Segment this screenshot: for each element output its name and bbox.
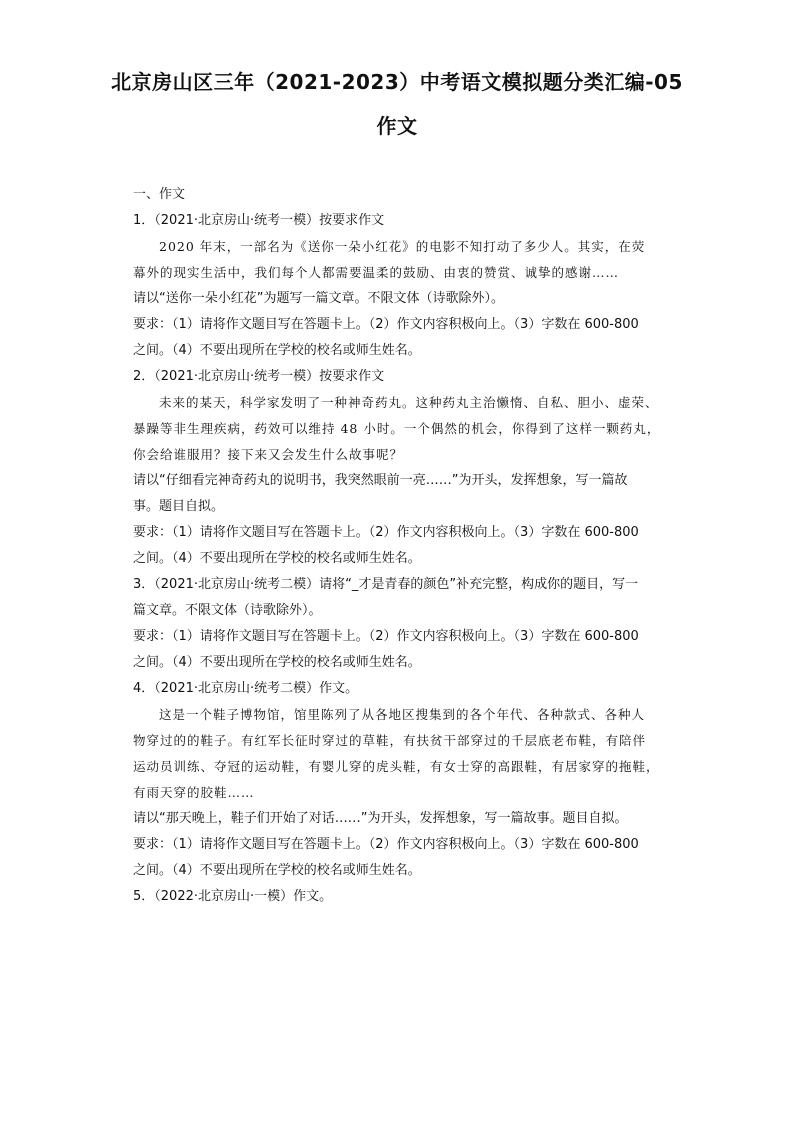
question-4-heading: 4．（2021·北京房山·统考二模）作文。 (133, 681, 359, 696)
question-1-requirements: 要求：（1）请将作文题目写在答题卡上。（2）作文内容积极向上。（3）字数在 600-800 (133, 317, 639, 332)
question-1-material-line: 2020 年末，一部名为《送你一朵小红花》的电影不知打动了多少人。其实，在荧 (159, 239, 646, 254)
question-1-requirements-cont: 之间。（4）不要出现所在学校的校名或师生姓名。 (133, 343, 421, 358)
question-3-heading: 3．（2021·北京房山·统考二模）请将“_才是青春的颜色”补充完整，构成你的题目，写一 (133, 577, 639, 592)
question-2-material-line: 你会给谁服用？接下来又会发生什么故事呢？ (133, 447, 404, 462)
question-5-heading: 5．（2022·北京房山·一模）作文。 (133, 889, 333, 904)
question-2-material-line: 未来的某天，科学家发明了一种神奇药丸。这种药丸主治懒惰、自私、胆小、虚荣、 (159, 395, 659, 410)
section-heading: 一、作文 (133, 187, 186, 202)
question-2-requirements: 要求：（1）请将作文题目写在答题卡上。（2）作文内容积极向上。（3）字数在 600-800 (133, 525, 639, 540)
question-3-requirements-cont: 之间。（4）不要出现所在学校的校名或师生姓名。 (133, 655, 421, 670)
question-1-material-line: 幕外的现实生活中，我们每个人都需要温柔的鼓励、由衷的赞赏、诚挚的感谢…… (133, 265, 620, 280)
document-title: 北京房山区三年（2021-2023）中考语文模拟题分类汇编-05 (111, 70, 683, 94)
question-4-material-line: 运动员训练、夺冠的运动鞋，有婴儿穿的虎头鞋，有女士穿的高跟鞋，有居家穿的拖鞋， (133, 759, 660, 774)
document-subtitle: 作文 (376, 114, 418, 138)
question-1-prompt: 请以“送你一朵小红花”为题写一篇文章。不限文体（诗歌除外）。 (133, 291, 504, 306)
question-2-heading: 2．（2021·北京房山·统考一模）按要求作文 (133, 369, 385, 384)
question-2-material-line: 暴躁等非生理疾病，药效可以维持 48 小时。一个偶然的机会，你得到了这样一颗药丸， (133, 421, 661, 436)
question-4-prompt: 请以“那天晚上，鞋子们开始了对话……”为开头，发挥想象，写一篇故事。题目自拟。 (133, 811, 628, 826)
question-4-material-line: 有雨天穿的胶鞋…… (133, 785, 255, 800)
document-body (133, 182, 663, 910)
question-2-requirements-cont: 之间。（4）不要出现所在学校的校名或师生姓名。 (133, 551, 421, 566)
question-4-requirements-cont: 之间。（4）不要出现所在学校的校名或师生姓名。 (133, 863, 421, 878)
question-4-requirements: 要求：（1）请将作文题目写在答题卡上。（2）作文内容积极向上。（3）字数在 600-800 (133, 837, 639, 852)
question-2-prompt-cont: 事。题目自拟。 (133, 499, 225, 514)
question-4-material-line: 物穿过的的鞋子。有红军长征时穿过的草鞋，有扶贫干部穿过的千层底老布鞋，有陪伴 (133, 733, 647, 748)
question-3-heading-cont: 篇文章。不限文体（诗歌除外）。 (133, 603, 322, 618)
question-3-requirements: 要求：（1）请将作文题目写在答题卡上。（2）作文内容积极向上。（3）字数在 600-800 (133, 629, 639, 644)
question-2-prompt: 请以“仔细看完神奇药丸的说明书，我突然眼前一亮……”为开头，发挥想象，写一篇故 (133, 473, 628, 488)
question-4-material-line: 这是一个鞋子博物馆，馆里陈列了从各地区搜集到的各个年代、各种款式、各种人 (159, 707, 646, 722)
question-1-heading: 1．（2021·北京房山·统考一模）按要求作文 (133, 213, 385, 228)
